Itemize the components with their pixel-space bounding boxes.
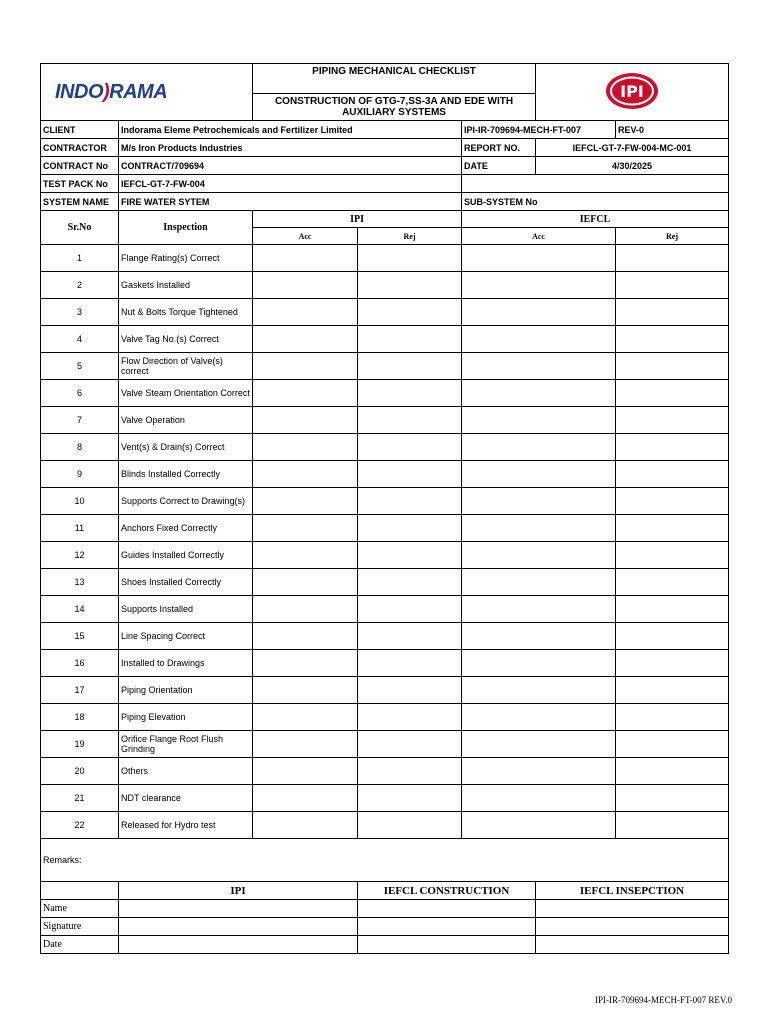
signoff-name-label: Name xyxy=(41,900,119,918)
signoff-blank xyxy=(41,882,119,900)
date-label: DATE xyxy=(462,157,536,175)
testpack-blank xyxy=(462,175,729,193)
ipi-rej-cell[interactable] xyxy=(358,758,462,785)
system-row xyxy=(41,193,729,211)
item-inspection: Valve Tag No.(s) Correct xyxy=(119,326,253,353)
remarks-label[interactable]: Remarks: xyxy=(41,839,729,882)
iefcl-rej-cell[interactable] xyxy=(616,515,729,542)
iefcl-acc-cell[interactable] xyxy=(462,272,616,299)
item-inspection: NDT clearance xyxy=(119,785,253,812)
ipi-rej-cell[interactable] xyxy=(358,596,462,623)
ipi-acc-cell[interactable] xyxy=(253,488,358,515)
ipi-logo xyxy=(536,64,729,121)
table-row xyxy=(41,488,729,515)
table-row xyxy=(41,650,729,677)
ipi-acc-cell[interactable] xyxy=(253,515,358,542)
iefcl-acc-cell[interactable] xyxy=(462,326,616,353)
iefcl-acc-cell[interactable] xyxy=(462,758,616,785)
system-value: FIRE WATER SYTEM xyxy=(119,193,462,211)
testpack-row xyxy=(41,175,729,193)
ipi-acc-cell[interactable] xyxy=(253,758,358,785)
item-number: 10 xyxy=(41,488,119,515)
iefcl-rej-cell[interactable] xyxy=(616,245,729,272)
table-row xyxy=(41,812,729,839)
contractor-label: CONTRACTOR xyxy=(41,139,119,157)
iefcl-acc-cell[interactable] xyxy=(462,488,616,515)
item-inspection: Valve Operation xyxy=(119,407,253,434)
ipi-acc-cell[interactable] xyxy=(253,731,358,758)
ipi-rej-cell[interactable] xyxy=(358,650,462,677)
ipi-rej-cell[interactable] xyxy=(358,542,462,569)
item-number: 7 xyxy=(41,407,119,434)
title-block xyxy=(253,64,536,121)
ipi-name-field[interactable] xyxy=(119,900,358,918)
iefcl-rej-cell[interactable] xyxy=(616,353,729,380)
item-inspection: Orifice Flange Root Flush Grinding xyxy=(119,731,253,758)
item-number: 19 xyxy=(41,731,119,758)
item-number: 16 xyxy=(41,650,119,677)
ipi-acc-cell[interactable] xyxy=(253,785,358,812)
iefcl-rej-cell[interactable] xyxy=(616,488,729,515)
iefcl-rej-cell[interactable] xyxy=(616,380,729,407)
table-row xyxy=(41,434,729,461)
item-number: 18 xyxy=(41,704,119,731)
contractor-value: M/s Iron Products Industries xyxy=(119,139,462,157)
item-inspection: Supports Correct to Drawing(s) xyxy=(119,488,253,515)
iefcl-header: IEFCL xyxy=(462,211,729,228)
item-number: 22 xyxy=(41,812,119,839)
item-number: 6 xyxy=(41,380,119,407)
item-inspection: Guides Installed Correctly xyxy=(119,542,253,569)
iefcl-rej-cell[interactable] xyxy=(616,650,729,677)
item-inspection: Flange Rating(s) Correct xyxy=(119,245,253,272)
ipi-acc-cell[interactable] xyxy=(253,623,358,650)
item-inspection: Installed to Drawings xyxy=(119,650,253,677)
iefcl-acc-cell[interactable] xyxy=(462,785,616,812)
signoff-date-label: Date xyxy=(41,936,119,954)
item-number: 14 xyxy=(41,596,119,623)
ipi-rej-cell[interactable] xyxy=(358,785,462,812)
ipi-rej-cell[interactable] xyxy=(358,407,462,434)
ipi-rej-cell[interactable] xyxy=(358,623,462,650)
client-row xyxy=(41,121,729,139)
signoff-header-row xyxy=(41,882,729,900)
signoff-signature-row xyxy=(41,918,729,936)
item-number: 4 xyxy=(41,326,119,353)
iefcl-acc-cell[interactable] xyxy=(462,515,616,542)
item-number: 20 xyxy=(41,758,119,785)
ipi-rej-cell[interactable] xyxy=(358,245,462,272)
ipi-acc-cell[interactable] xyxy=(253,326,358,353)
iefcl-acc-cell[interactable] xyxy=(462,677,616,704)
ipi-header: IPI xyxy=(253,211,462,228)
item-inspection: Line Spacing Correct xyxy=(119,623,253,650)
column-header-row xyxy=(41,211,729,228)
iefcl-acc-cell[interactable] xyxy=(462,542,616,569)
item-inspection: Others xyxy=(119,758,253,785)
item-number: 13 xyxy=(41,569,119,596)
iefcl-acc-cell[interactable] xyxy=(462,569,616,596)
ipi-rej-cell[interactable] xyxy=(358,677,462,704)
table-row xyxy=(41,569,729,596)
iefcl-rej-header: Rej xyxy=(616,228,729,245)
item-number: 12 xyxy=(41,542,119,569)
system-label: SYSTEM NAME xyxy=(41,193,119,211)
iefcl-acc-cell[interactable] xyxy=(462,353,616,380)
ipi-rej-cell[interactable] xyxy=(358,569,462,596)
contract-label: CONTRACT No xyxy=(41,157,119,175)
ipi-date-field[interactable] xyxy=(119,936,358,954)
item-number: 2 xyxy=(41,272,119,299)
iefcl-acc-cell[interactable] xyxy=(462,731,616,758)
date-value: 4/30/2025 xyxy=(536,157,729,175)
srno-header: Sr.No xyxy=(41,211,119,245)
iefcl-rej-cell[interactable] xyxy=(616,785,729,812)
table-row xyxy=(41,245,729,272)
iefcl-rej-cell[interactable] xyxy=(616,758,729,785)
iefcl-acc-cell[interactable] xyxy=(462,407,616,434)
svg-text:IPI: IPI xyxy=(620,82,644,101)
item-inspection: Valve Steam Orientation Correct xyxy=(119,380,253,407)
iefcl-rej-cell[interactable] xyxy=(616,542,729,569)
ipi-rej-cell[interactable] xyxy=(358,272,462,299)
checklist-sheet xyxy=(40,63,728,954)
ipi-acc-cell[interactable] xyxy=(253,353,358,380)
signoff-signature-label: Signature xyxy=(41,918,119,936)
ipi-rej-cell[interactable] xyxy=(358,353,462,380)
remarks-row xyxy=(41,839,729,882)
item-number: 3 xyxy=(41,299,119,326)
inspection-items xyxy=(41,245,729,839)
table-row xyxy=(41,515,729,542)
subsystem-label: SUB-SYSTEM No xyxy=(462,193,729,211)
item-inspection: Vent(s) & Drain(s) Correct xyxy=(119,434,253,461)
table-row xyxy=(41,731,729,758)
signoff-construction: IEFCL CONSTRUCTION xyxy=(358,882,536,900)
iefcl-rej-cell[interactable] xyxy=(616,677,729,704)
table-row xyxy=(41,623,729,650)
item-number: 17 xyxy=(41,677,119,704)
item-inspection: Blinds Installed Correctly xyxy=(119,461,253,488)
page-subtitle: CONSTRUCTION OF GTG-7,SS-3A AND EDE WITH AUXILIARY SYSTEMS xyxy=(274,96,514,118)
iefcl-acc-cell[interactable] xyxy=(462,299,616,326)
item-number: 5 xyxy=(41,353,119,380)
iefcl-rej-cell[interactable] xyxy=(616,407,729,434)
revision: REV-0 xyxy=(616,121,729,139)
item-number: 9 xyxy=(41,461,119,488)
inspection-signature-field[interactable] xyxy=(536,918,729,936)
report-value: IEFCL-GT-7-FW-004-MC-001 xyxy=(536,139,729,157)
table-row xyxy=(41,299,729,326)
checklist-table xyxy=(40,63,729,954)
iefcl-rej-cell[interactable] xyxy=(616,326,729,353)
inspection-date-field[interactable] xyxy=(536,936,729,954)
report-label: REPORT NO. xyxy=(462,139,536,157)
document-number: IPI-IR-709694-MECH-FT-007 xyxy=(462,121,616,139)
item-inspection: Supports Installed xyxy=(119,596,253,623)
ipi-acc-cell[interactable] xyxy=(253,272,358,299)
table-row xyxy=(41,758,729,785)
indorama-logo: INDO)RAMA xyxy=(41,64,253,121)
iefcl-rej-cell[interactable] xyxy=(616,596,729,623)
item-number: 8 xyxy=(41,434,119,461)
footer-doc-number: IPI-IR-709694-MECH-FT-007 REV.0 xyxy=(594,995,732,1005)
item-inspection: Anchors Fixed Correctly xyxy=(119,515,253,542)
ipi-acc-header: Acc xyxy=(253,228,358,245)
signoff-ipi: IPI xyxy=(119,882,358,900)
iefcl-rej-cell[interactable] xyxy=(616,434,729,461)
table-row xyxy=(41,326,729,353)
item-inspection: Shoes Installed Correctly xyxy=(119,569,253,596)
ipi-acc-cell[interactable] xyxy=(253,650,358,677)
table-row xyxy=(41,407,729,434)
table-row xyxy=(41,353,729,380)
iefcl-rej-cell[interactable] xyxy=(616,623,729,650)
table-row xyxy=(41,785,729,812)
iefcl-acc-cell[interactable] xyxy=(462,704,616,731)
ipi-rej-cell[interactable] xyxy=(358,812,462,839)
ipi-logo-icon xyxy=(604,71,660,111)
ipi-acc-cell[interactable] xyxy=(253,596,358,623)
client-value: Indorama Eleme Petrochemicals and Fertilizer Limited xyxy=(119,121,462,139)
ipi-acc-cell[interactable] xyxy=(253,380,358,407)
ipi-acc-cell[interactable] xyxy=(253,245,358,272)
table-row xyxy=(41,380,729,407)
client-label: CLIENT xyxy=(41,121,119,139)
item-inspection: Flow Direction of Valve(s) correct xyxy=(119,353,253,380)
signoff-date-row xyxy=(41,936,729,954)
ipi-acc-cell[interactable] xyxy=(253,677,358,704)
ipi-acc-cell[interactable] xyxy=(253,569,358,596)
ipi-rej-cell[interactable] xyxy=(358,380,462,407)
ipi-acc-cell[interactable] xyxy=(253,704,358,731)
iefcl-rej-cell[interactable] xyxy=(616,569,729,596)
contract-row xyxy=(41,157,729,175)
item-inspection: Gaskets Installed xyxy=(119,272,253,299)
contractor-row xyxy=(41,139,729,157)
testpack-label: TEST PACK No xyxy=(41,175,119,193)
ipi-signature-field[interactable] xyxy=(119,918,358,936)
testpack-value: IEFCL-GT-7-FW-004 xyxy=(119,175,462,193)
ipi-acc-cell[interactable] xyxy=(253,812,358,839)
iefcl-acc-cell[interactable] xyxy=(462,623,616,650)
ipi-rej-cell[interactable] xyxy=(358,488,462,515)
ipi-acc-cell[interactable] xyxy=(253,407,358,434)
ipi-rej-header: Rej xyxy=(358,228,462,245)
construction-signature-field[interactable] xyxy=(358,918,536,936)
iefcl-acc-cell[interactable] xyxy=(462,434,616,461)
iefcl-acc-cell[interactable] xyxy=(462,650,616,677)
iefcl-acc-cell[interactable] xyxy=(462,380,616,407)
item-number: 1 xyxy=(41,245,119,272)
ipi-acc-cell[interactable] xyxy=(253,299,358,326)
iefcl-acc-cell[interactable] xyxy=(462,596,616,623)
ipi-rej-cell[interactable] xyxy=(358,326,462,353)
iefcl-rej-cell[interactable] xyxy=(616,812,729,839)
item-number: 11 xyxy=(41,515,119,542)
ipi-rej-cell[interactable] xyxy=(358,704,462,731)
item-inspection: Released for Hydro test xyxy=(119,812,253,839)
header-row xyxy=(41,64,729,121)
ipi-acc-cell[interactable] xyxy=(253,434,358,461)
table-row xyxy=(41,461,729,488)
iefcl-rej-cell[interactable] xyxy=(616,731,729,758)
iefcl-acc-cell[interactable] xyxy=(462,461,616,488)
table-row xyxy=(41,704,729,731)
iefcl-acc-cell[interactable] xyxy=(462,812,616,839)
construction-date-field[interactable] xyxy=(358,936,536,954)
item-inspection: Nut & Bolts Torque Tightened xyxy=(119,299,253,326)
iefcl-rej-cell[interactable] xyxy=(616,299,729,326)
construction-name-field[interactable] xyxy=(358,900,536,918)
ipi-acc-cell[interactable] xyxy=(253,542,358,569)
ipi-rej-cell[interactable] xyxy=(358,434,462,461)
item-number: 21 xyxy=(41,785,119,812)
inspection-header: Inspection xyxy=(119,211,253,245)
table-row xyxy=(41,272,729,299)
ipi-acc-cell[interactable] xyxy=(253,461,358,488)
iefcl-acc-cell[interactable] xyxy=(462,245,616,272)
signoff-inspection: IEFCL INSEPCTION xyxy=(536,882,729,900)
iefcl-rej-cell[interactable] xyxy=(616,704,729,731)
table-row xyxy=(41,542,729,569)
item-number: 15 xyxy=(41,623,119,650)
ipi-rej-cell[interactable] xyxy=(358,731,462,758)
signoff-name-row xyxy=(41,900,729,918)
page-title: PIPING MECHANICAL CHECKLIST xyxy=(253,66,535,94)
contract-value: CONTRACT/709694 xyxy=(119,157,462,175)
table-row xyxy=(41,596,729,623)
item-inspection: Piping Elevation xyxy=(119,704,253,731)
ipi-rej-cell[interactable] xyxy=(358,299,462,326)
table-row xyxy=(41,677,729,704)
item-inspection: Piping Orientation xyxy=(119,677,253,704)
ipi-rej-cell[interactable] xyxy=(358,461,462,488)
inspection-name-field[interactable] xyxy=(536,900,729,918)
iefcl-rej-cell[interactable] xyxy=(616,272,729,299)
iefcl-rej-cell[interactable] xyxy=(616,461,729,488)
iefcl-acc-header: Acc xyxy=(462,228,616,245)
ipi-rej-cell[interactable] xyxy=(358,515,462,542)
